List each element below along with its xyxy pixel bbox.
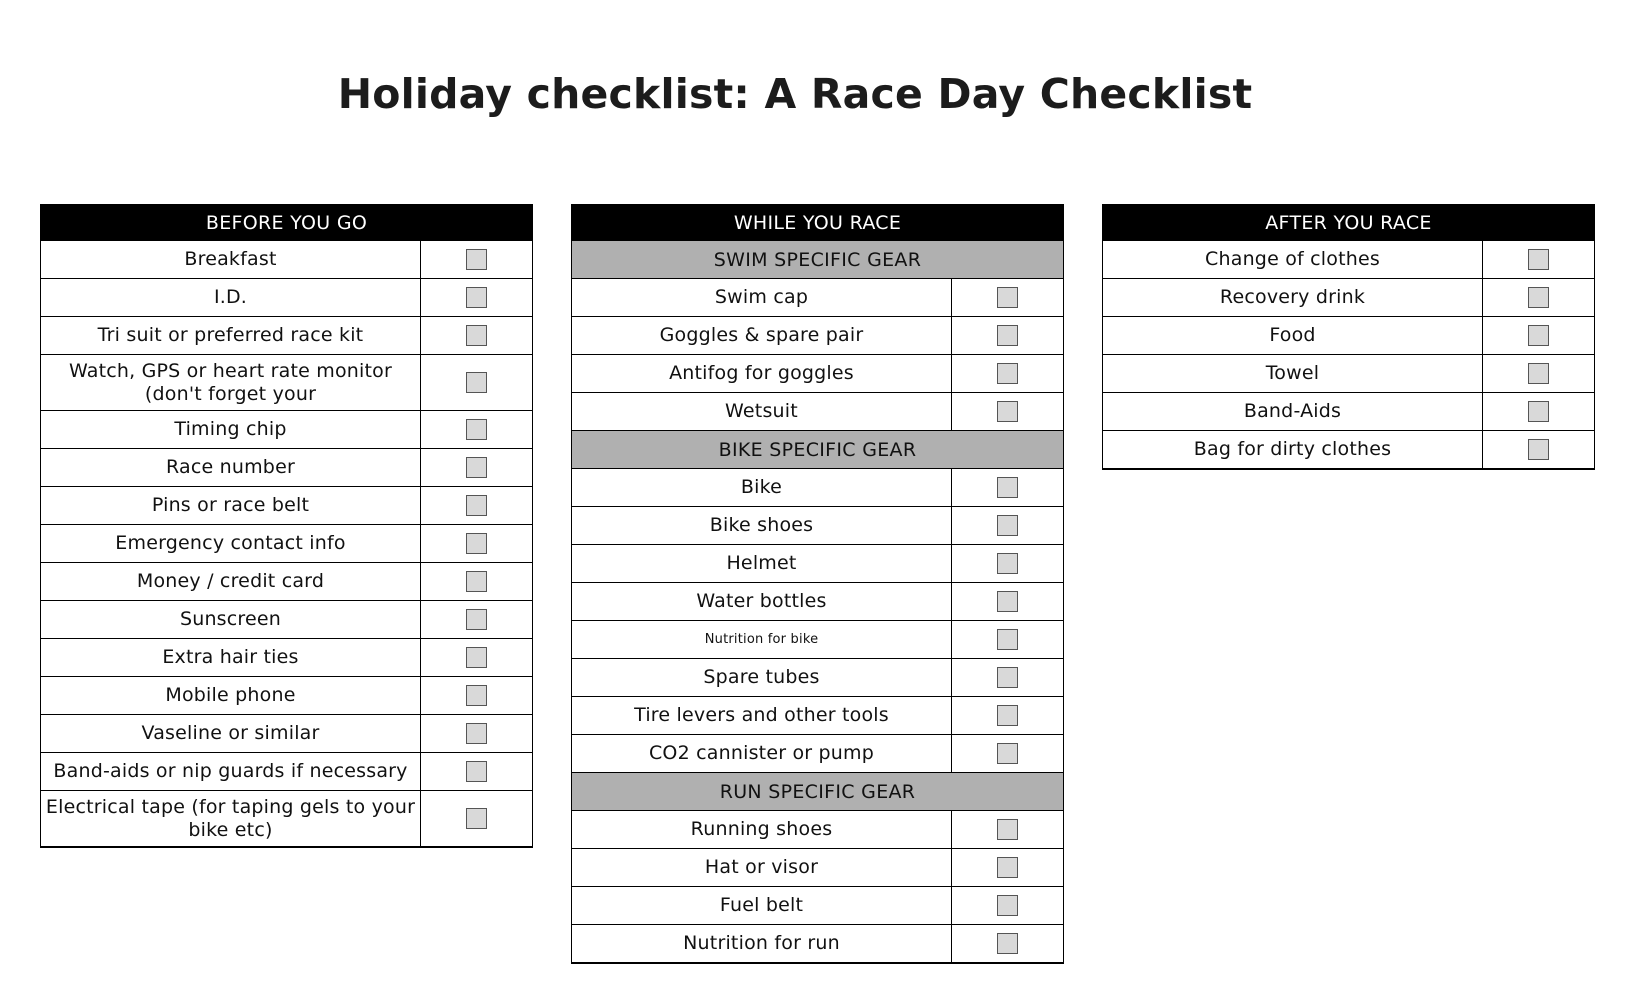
page-title: Holiday checklist: A Race Day Checklist — [337, 70, 1253, 118]
before-you-go-header: BEFORE YOU GO — [40, 204, 533, 241]
item-label: Electrical tape (for taping gels to your bike etc) — [41, 791, 421, 846]
checklist-row — [571, 469, 1064, 507]
item-label: Pins or race belt — [41, 487, 421, 524]
item-label: Bike shoes — [572, 507, 952, 544]
checklist-row — [571, 393, 1064, 431]
checklist-row — [40, 639, 533, 677]
item-label: Food — [1103, 317, 1483, 354]
checkbox[interactable] — [466, 495, 487, 516]
checkbox[interactable] — [466, 457, 487, 478]
item-label: Tire levers and other tools — [572, 697, 952, 734]
checklist-row — [1102, 241, 1595, 279]
checklist-row — [571, 621, 1064, 659]
after-you-race-table — [1102, 204, 1595, 470]
item-label: Running shoes — [572, 811, 952, 848]
before-you-go-table — [40, 204, 533, 848]
item-label: Hat or visor — [572, 849, 952, 886]
checklist-row — [40, 525, 533, 563]
checkbox[interactable] — [997, 667, 1018, 688]
checklist-row — [571, 545, 1064, 583]
checkbox[interactable] — [997, 933, 1018, 954]
checkbox[interactable] — [466, 808, 487, 829]
checkbox[interactable] — [997, 363, 1018, 384]
checkbox[interactable] — [466, 325, 487, 346]
checklist-row — [40, 355, 533, 411]
checklist-row — [571, 811, 1064, 849]
checklist-row — [40, 677, 533, 715]
checklist-row — [40, 601, 533, 639]
checkbox[interactable] — [997, 477, 1018, 498]
checkbox[interactable] — [466, 249, 487, 270]
item-label: Water bottles — [572, 583, 952, 620]
checkbox[interactable] — [997, 325, 1018, 346]
checklist-row — [40, 715, 533, 753]
item-label: Timing chip — [41, 411, 421, 448]
checklist-row — [571, 849, 1064, 887]
checkbox[interactable] — [466, 723, 487, 744]
item-label: Nutrition for run — [572, 925, 952, 962]
checklist-row — [1102, 279, 1595, 317]
checklist-row — [571, 355, 1064, 393]
checklist-row — [40, 487, 533, 525]
checklist-row — [40, 317, 533, 355]
checklist-row — [571, 507, 1064, 545]
checkbox[interactable] — [1528, 401, 1549, 422]
item-label: Swim cap — [572, 279, 952, 316]
item-label: Bike — [572, 469, 952, 506]
item-label: Extra hair ties — [41, 639, 421, 676]
checkbox[interactable] — [997, 819, 1018, 840]
item-label: Vaseline or similar — [41, 715, 421, 752]
item-label: Mobile phone — [41, 677, 421, 714]
item-label: Goggles & spare pair — [572, 317, 952, 354]
checkbox[interactable] — [466, 419, 487, 440]
checkbox[interactable] — [466, 609, 487, 630]
item-label: Helmet — [572, 545, 952, 582]
checklist-row — [1102, 393, 1595, 431]
after-you-race-header: AFTER YOU RACE — [1102, 204, 1595, 241]
checkbox[interactable] — [997, 401, 1018, 422]
item-label: Towel — [1103, 355, 1483, 392]
item-label: I.D. — [41, 279, 421, 316]
item-label: Recovery drink — [1103, 279, 1483, 316]
checklist-row — [571, 659, 1064, 697]
checkbox[interactable] — [997, 629, 1018, 650]
checkbox[interactable] — [997, 895, 1018, 916]
swim-section-header: SWIM SPECIFIC GEAR — [571, 241, 1064, 279]
checklist-row — [1102, 355, 1595, 393]
while-you-race-header: WHILE YOU RACE — [571, 204, 1064, 241]
checkbox[interactable] — [997, 553, 1018, 574]
item-label: Antifog for goggles — [572, 355, 952, 392]
item-label: Money / credit card — [41, 563, 421, 600]
item-label: Fuel belt — [572, 887, 952, 924]
checklist-row — [571, 583, 1064, 621]
checklist-row — [40, 449, 533, 487]
run-section-header: RUN SPECIFIC GEAR — [571, 773, 1064, 811]
item-label: Emergency contact info — [41, 525, 421, 562]
checklist-row — [571, 317, 1064, 355]
checklist-row — [40, 241, 533, 279]
checklist-row — [571, 887, 1064, 925]
item-label: Breakfast — [41, 241, 421, 278]
checkbox[interactable] — [1528, 325, 1549, 346]
item-label: Bag for dirty clothes — [1103, 431, 1483, 468]
item-label: Tri suit or preferred race kit — [41, 317, 421, 354]
checklist-row — [1102, 431, 1595, 469]
item-label: Nutrition for bike — [572, 621, 952, 658]
checklist-row — [571, 735, 1064, 773]
checkbox[interactable] — [466, 761, 487, 782]
checkbox[interactable] — [997, 287, 1018, 308]
checklist-row — [571, 697, 1064, 735]
checkbox[interactable] — [466, 372, 487, 393]
checkbox[interactable] — [997, 591, 1018, 612]
item-label: Spare tubes — [572, 659, 952, 696]
item-label: Watch, GPS or heart rate monitor (don't forget your — [41, 355, 421, 410]
checklist-row — [571, 925, 1064, 963]
checkbox[interactable] — [466, 533, 487, 554]
item-label: CO2 cannister or pump — [572, 735, 952, 772]
item-label: Change of clothes — [1103, 241, 1483, 278]
checklist-row — [40, 279, 533, 317]
checklist-row — [1102, 317, 1595, 355]
checkbox[interactable] — [997, 705, 1018, 726]
checkbox[interactable] — [466, 685, 487, 706]
checkbox[interactable] — [1528, 439, 1549, 460]
checkbox[interactable] — [1528, 287, 1549, 308]
checkbox[interactable] — [997, 743, 1018, 764]
checklist-row — [40, 563, 533, 601]
item-label: Race number — [41, 449, 421, 486]
checkbox[interactable] — [466, 287, 487, 308]
checklist-row — [40, 791, 533, 847]
bike-section-header: BIKE SPECIFIC GEAR — [571, 431, 1064, 469]
checkbox[interactable] — [466, 647, 487, 668]
checkbox[interactable] — [1528, 363, 1549, 384]
item-label: Wetsuit — [572, 393, 952, 430]
checkbox[interactable] — [997, 515, 1018, 536]
checkbox[interactable] — [466, 571, 487, 592]
checkbox[interactable] — [997, 857, 1018, 878]
checkbox[interactable] — [1528, 249, 1549, 270]
checklist-row — [40, 753, 533, 791]
item-label: Band-Aids — [1103, 393, 1483, 430]
checklist-row — [40, 411, 533, 449]
checklist-row — [571, 279, 1064, 317]
while-you-race-table — [571, 204, 1064, 964]
item-label: Band-aids or nip guards if necessary — [41, 753, 421, 790]
item-label: Sunscreen — [41, 601, 421, 638]
